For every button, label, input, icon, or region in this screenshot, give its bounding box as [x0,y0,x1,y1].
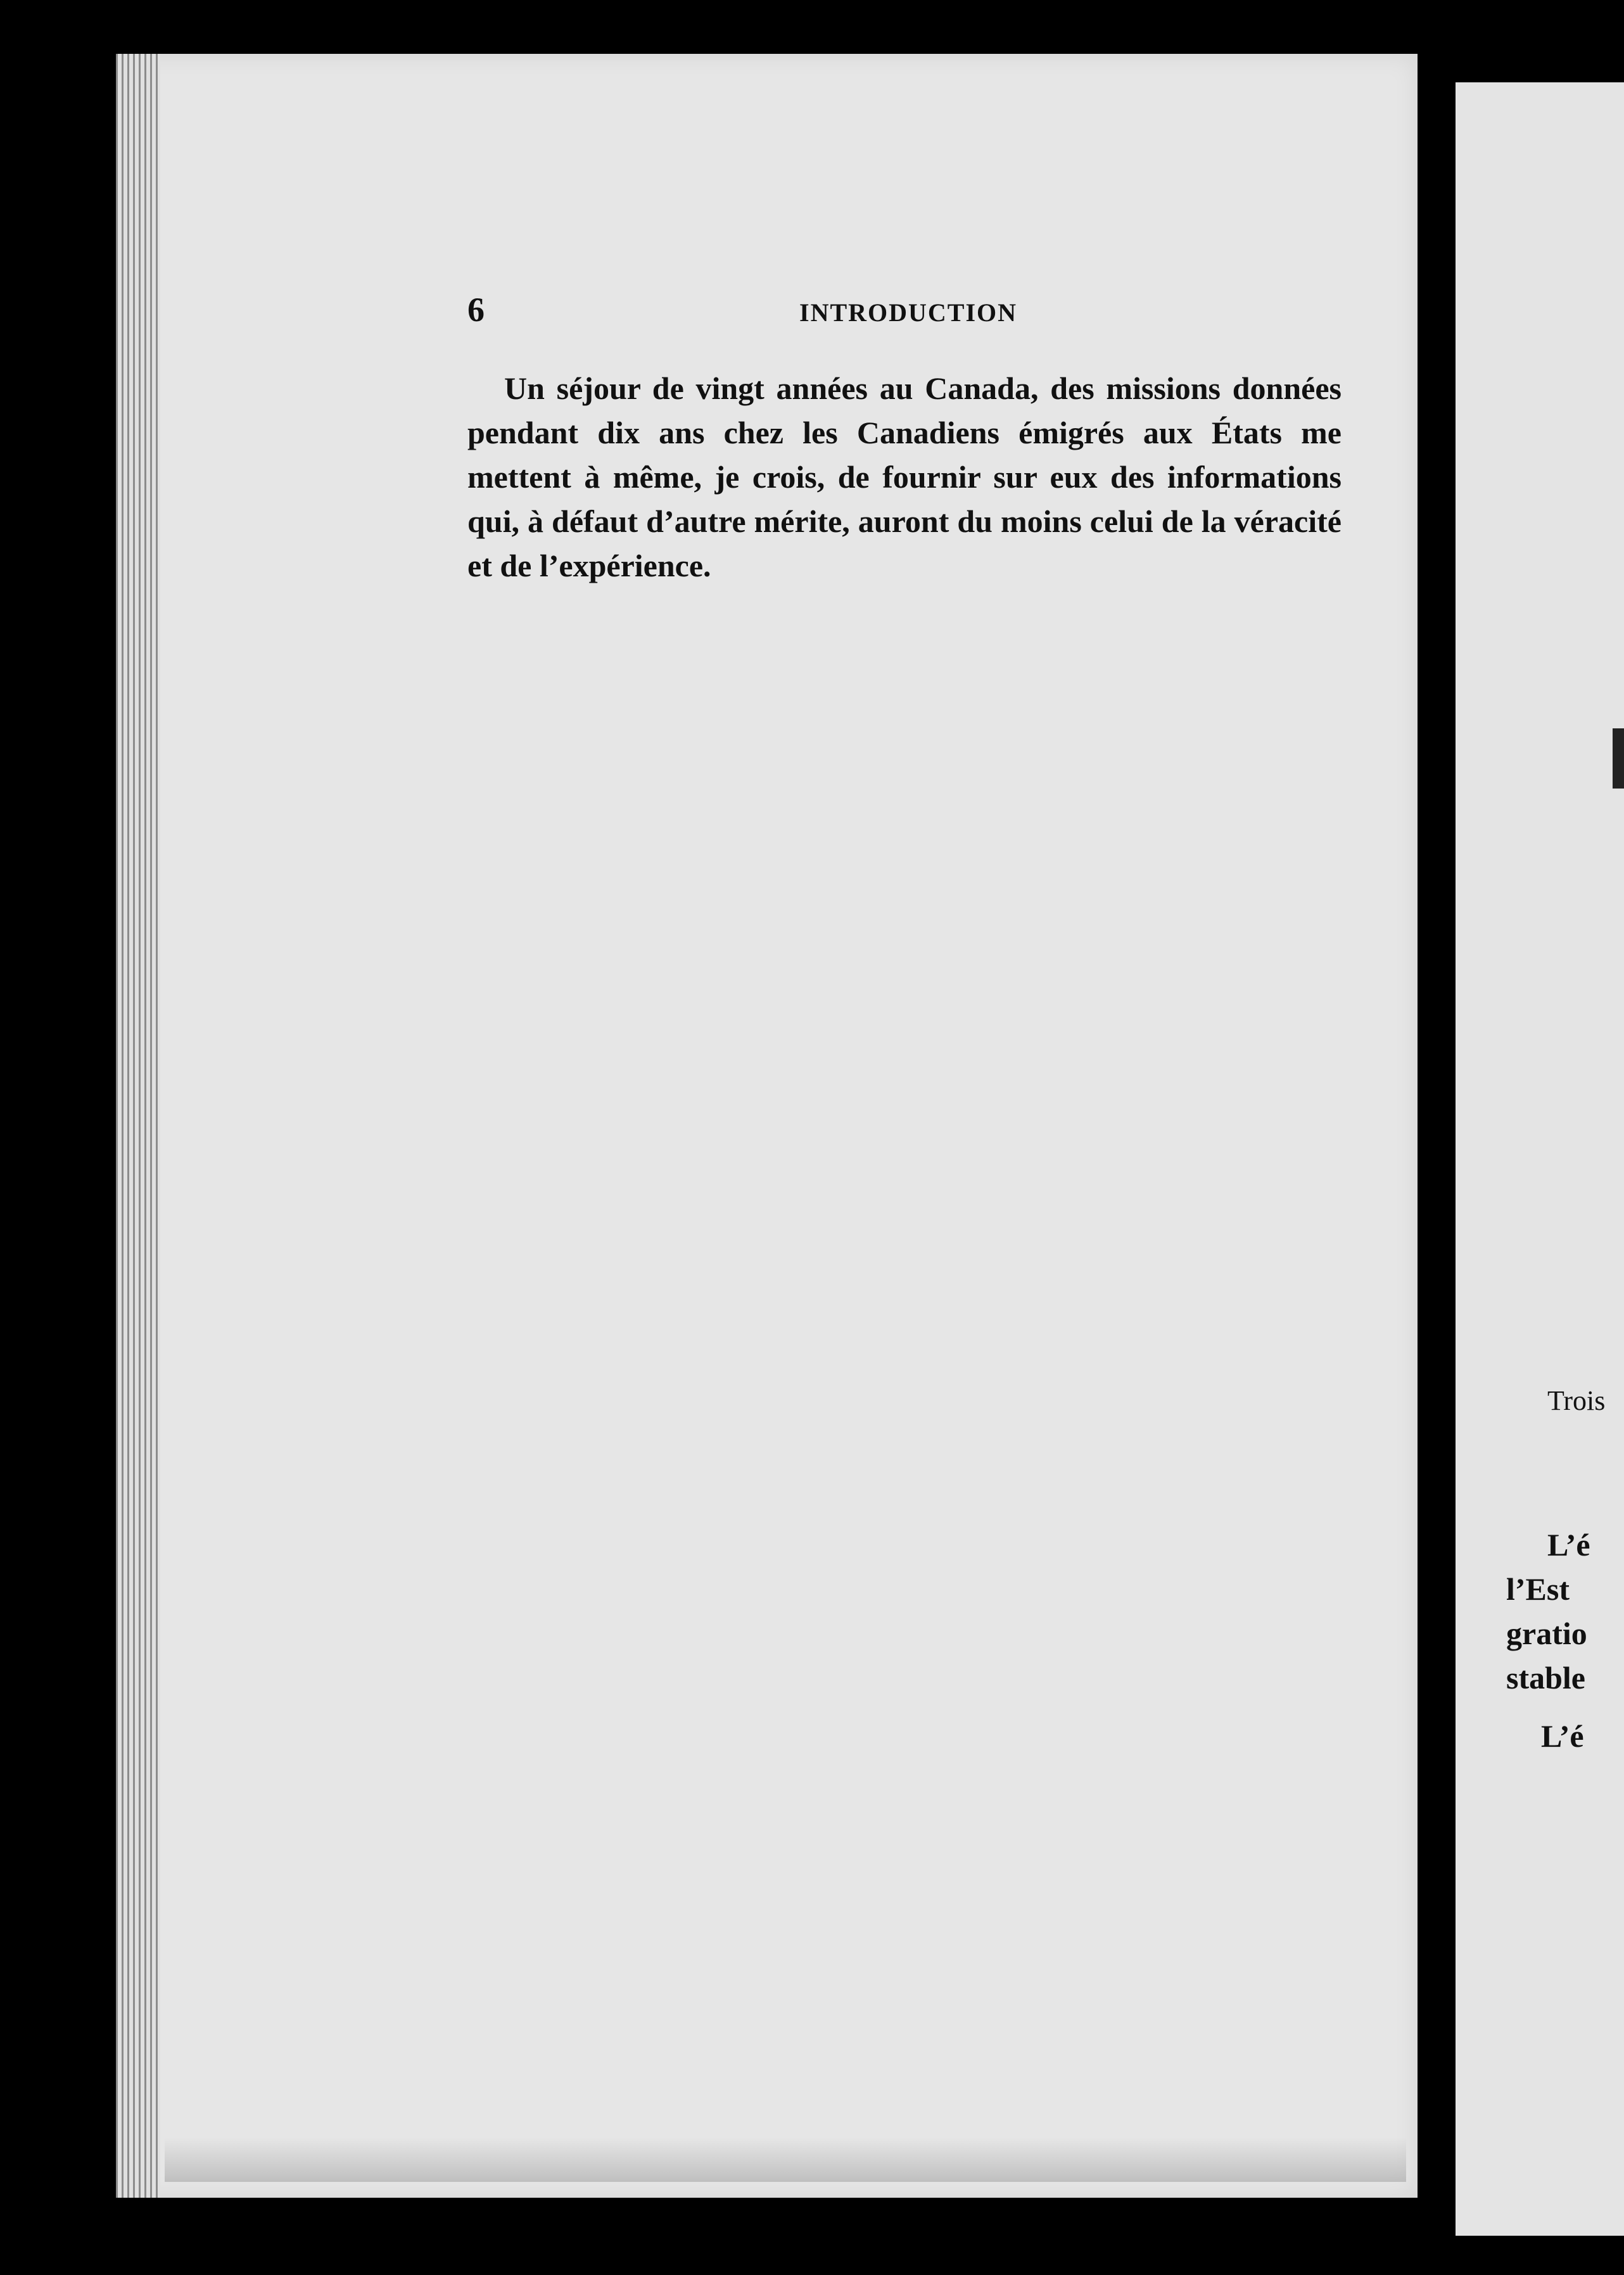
running-head: INTRODUCTION [799,298,1018,327]
gutter [1418,54,1456,2275]
page-number: 6 [467,291,485,329]
page-shadow [165,2138,1406,2182]
body-paragraph: Un séjour de vingt années au Canada, des missions données pendant dix ans chez les Canadiens émigrés aux États me mettent à même, je crois, de fournir sur eux des informations qui, à défaut d’autre mérite, auront du moins celui de la véracité et de l’expérience. [467,371,1342,583]
right-page-fragment: Trois [1547,1385,1606,1416]
right-page-fragment: L’é [1541,1718,1584,1754]
heading-fragment [1613,728,1624,789]
page-edges [116,54,160,2198]
right-page-fragment: stable [1506,1660,1585,1695]
right-page-fragment: gratio [1506,1616,1587,1651]
right-page [1456,82,1624,2236]
right-page-fragment: l’Est [1506,1571,1570,1607]
right-page-fragment: L’é [1547,1527,1590,1562]
